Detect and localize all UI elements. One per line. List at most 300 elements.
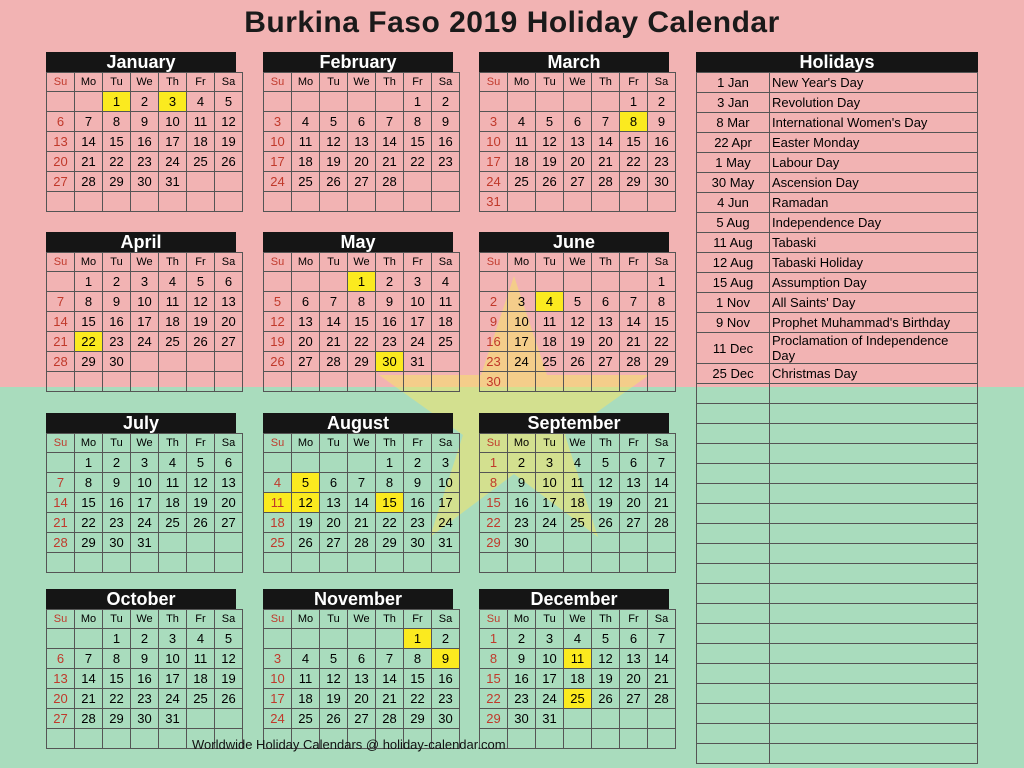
week-row (480, 272, 676, 292)
day-cell: 23 (432, 152, 460, 172)
week-row (47, 493, 243, 513)
weekday-header: Th (376, 73, 404, 92)
day-cell: 1 (75, 453, 103, 473)
empty-cell (697, 384, 770, 404)
empty-cell (536, 272, 564, 292)
weekday-header: Su (264, 610, 292, 629)
holiday-date: 11 Dec (697, 333, 770, 364)
weekday-header: Su (264, 434, 292, 453)
empty-cell (75, 629, 103, 649)
holiday-name: Ascension Day (770, 173, 978, 193)
day-cell: 22 (480, 689, 508, 709)
weekday-header: Su (47, 253, 75, 272)
weekday-header: Fr (620, 253, 648, 272)
month-grid (46, 433, 243, 573)
month-grid (46, 252, 243, 392)
day-cell: 2 (404, 453, 432, 473)
day-cell: 25 (508, 172, 536, 192)
day-cell: 22 (620, 152, 648, 172)
day-cell: 7 (47, 473, 75, 493)
weekday-header: Tu (536, 434, 564, 453)
month-grid (479, 609, 676, 749)
weekday-header: Sa (648, 253, 676, 272)
empty-cell (47, 192, 75, 212)
day-cell: 15 (480, 493, 508, 513)
empty-cell (620, 192, 648, 212)
empty-cell (75, 553, 103, 573)
month-june (479, 232, 669, 392)
empty-holiday-row (697, 444, 978, 464)
day-cell: 5 (320, 649, 348, 669)
day-cell: 28 (376, 709, 404, 729)
day-cell: 7 (620, 292, 648, 312)
weekday-header: Mo (508, 434, 536, 453)
weekday-header: Sa (648, 73, 676, 92)
empty-cell (75, 192, 103, 212)
day-cell: 10 (536, 649, 564, 669)
day-cell: 27 (47, 709, 75, 729)
weekday-header: Sa (432, 434, 460, 453)
day-cell: 13 (620, 649, 648, 669)
empty-holiday-row (697, 404, 978, 424)
week-row (264, 172, 460, 192)
week-row (480, 669, 676, 689)
holiday-row (697, 233, 978, 253)
day-cell: 14 (648, 473, 676, 493)
day-cell: 3 (536, 629, 564, 649)
weekday-header: Mo (75, 610, 103, 629)
empty-holiday-row (697, 504, 978, 524)
day-cell: 26 (187, 332, 215, 352)
day-cell: 7 (648, 629, 676, 649)
holiday-date: 25 Dec (697, 364, 770, 384)
day-cell: 9 (404, 473, 432, 493)
day-cell: 22 (404, 152, 432, 172)
day-cell: 5 (320, 112, 348, 132)
week-row (47, 152, 243, 172)
day-cell: 9 (103, 473, 131, 493)
empty-cell (376, 192, 404, 212)
day-cell: 22 (103, 152, 131, 172)
day-cell: 9 (131, 649, 159, 669)
day-cell: 29 (376, 533, 404, 553)
week-row (480, 92, 676, 112)
day-cell: 9 (648, 112, 676, 132)
day-cell: 26 (592, 689, 620, 709)
week-row (480, 152, 676, 172)
day-cell: 11 (292, 132, 320, 152)
day-cell: 16 (432, 669, 460, 689)
weekday-header: Fr (404, 610, 432, 629)
holiday-name: All Saints' Day (770, 293, 978, 313)
holiday-date: 11 Aug (697, 233, 770, 253)
day-cell: 24 (480, 172, 508, 192)
day-cell: 20 (47, 689, 75, 709)
week-row (47, 272, 243, 292)
holiday-row (697, 193, 978, 213)
empty-cell (215, 372, 243, 392)
day-cell: 20 (620, 493, 648, 513)
day-cell: 30 (508, 533, 536, 553)
day-cell: 25 (292, 172, 320, 192)
day-cell: 28 (320, 352, 348, 372)
empty-cell (770, 564, 978, 584)
empty-cell (697, 684, 770, 704)
weekday-header: Sa (648, 434, 676, 453)
empty-cell (770, 404, 978, 424)
day-cell: 14 (592, 132, 620, 152)
empty-cell (480, 272, 508, 292)
empty-cell (592, 533, 620, 553)
month-grid (46, 72, 243, 212)
day-cell: 16 (131, 669, 159, 689)
day-cell: 23 (131, 689, 159, 709)
weekday-header: We (131, 253, 159, 272)
day-cell: 1 (480, 629, 508, 649)
month-november (263, 589, 453, 749)
day-cell: 30 (131, 709, 159, 729)
empty-cell (47, 272, 75, 292)
weekday-header: Sa (648, 610, 676, 629)
day-cell: 23 (131, 152, 159, 172)
empty-cell (432, 172, 460, 192)
holiday-day-cell: 1 (348, 272, 376, 292)
day-cell: 23 (404, 513, 432, 533)
day-cell: 23 (103, 513, 131, 533)
day-cell: 13 (292, 312, 320, 332)
week-row (480, 352, 676, 372)
weekday-header: Tu (103, 253, 131, 272)
day-cell: 29 (404, 709, 432, 729)
day-cell: 7 (376, 112, 404, 132)
empty-holiday-row (697, 644, 978, 664)
day-cell: 17 (432, 493, 460, 513)
week-row (480, 709, 676, 729)
day-cell: 23 (432, 689, 460, 709)
weekday-header: We (564, 610, 592, 629)
holiday-date: 15 Aug (697, 273, 770, 293)
empty-cell (770, 584, 978, 604)
day-cell: 7 (592, 112, 620, 132)
month-april (46, 232, 236, 392)
day-cell: 20 (320, 513, 348, 533)
weekday-header: Sa (215, 73, 243, 92)
empty-cell (187, 172, 215, 192)
week-row (264, 372, 460, 392)
day-cell: 12 (536, 132, 564, 152)
week-row (47, 92, 243, 112)
day-cell: 27 (47, 172, 75, 192)
day-cell: 22 (480, 513, 508, 533)
day-cell: 3 (159, 629, 187, 649)
day-cell: 22 (103, 689, 131, 709)
day-cell: 11 (187, 112, 215, 132)
holiday-row (697, 333, 978, 364)
empty-holiday-row (697, 624, 978, 644)
empty-cell (215, 352, 243, 372)
day-cell: 16 (404, 493, 432, 513)
empty-cell (47, 453, 75, 473)
empty-cell (770, 724, 978, 744)
week-row (47, 312, 243, 332)
day-cell: 14 (348, 493, 376, 513)
day-cell: 17 (508, 332, 536, 352)
day-cell: 30 (432, 709, 460, 729)
week-row (264, 332, 460, 352)
empty-cell (508, 92, 536, 112)
day-cell: 26 (320, 709, 348, 729)
day-cell: 14 (648, 649, 676, 669)
day-cell: 16 (508, 669, 536, 689)
day-cell: 30 (404, 533, 432, 553)
day-cell: 25 (159, 332, 187, 352)
week-row (47, 553, 243, 573)
week-row (47, 649, 243, 669)
day-cell: 27 (320, 533, 348, 553)
day-cell: 23 (480, 352, 508, 372)
weekday-header: Sa (432, 253, 460, 272)
empty-cell (697, 424, 770, 444)
holiday-name: Tabaski (770, 233, 978, 253)
week-row (47, 669, 243, 689)
day-cell: 11 (159, 473, 187, 493)
weekday-header: Tu (536, 610, 564, 629)
empty-cell (264, 453, 292, 473)
empty-cell (264, 92, 292, 112)
empty-cell (348, 629, 376, 649)
holidays-table (696, 72, 978, 764)
day-cell: 8 (404, 112, 432, 132)
month-title: October (46, 589, 236, 609)
day-cell: 24 (131, 513, 159, 533)
day-cell: 28 (648, 689, 676, 709)
day-cell: 12 (320, 132, 348, 152)
holiday-day-cell: 9 (432, 649, 460, 669)
week-row (47, 332, 243, 352)
day-cell: 20 (348, 689, 376, 709)
empty-cell (348, 553, 376, 573)
weekday-header: Su (47, 610, 75, 629)
week-row (47, 533, 243, 553)
month-title: February (263, 52, 453, 72)
empty-cell (697, 484, 770, 504)
weekday-header: Tu (103, 434, 131, 453)
empty-cell (159, 553, 187, 573)
day-cell: 28 (620, 352, 648, 372)
empty-cell (215, 192, 243, 212)
holiday-row (697, 153, 978, 173)
day-cell: 21 (592, 152, 620, 172)
day-cell: 3 (131, 453, 159, 473)
day-cell: 28 (75, 709, 103, 729)
day-cell: 21 (47, 513, 75, 533)
holiday-row (697, 213, 978, 233)
day-cell: 15 (480, 669, 508, 689)
weekday-header: Mo (292, 610, 320, 629)
holiday-name: Ramadan (770, 193, 978, 213)
empty-cell (697, 524, 770, 544)
holidays-title: Holidays (696, 52, 978, 72)
week-row (47, 132, 243, 152)
weekday-header: Su (47, 73, 75, 92)
empty-cell (697, 664, 770, 684)
day-cell: 19 (215, 669, 243, 689)
empty-cell (103, 192, 131, 212)
day-cell: 16 (131, 132, 159, 152)
day-cell: 3 (404, 272, 432, 292)
day-cell: 18 (159, 312, 187, 332)
day-cell: 24 (404, 332, 432, 352)
month-grid (46, 609, 243, 749)
weekday-header: Mo (75, 73, 103, 92)
day-cell: 15 (103, 132, 131, 152)
day-cell: 14 (376, 669, 404, 689)
day-cell: 10 (159, 112, 187, 132)
weekday-header: Mo (75, 434, 103, 453)
empty-cell (770, 624, 978, 644)
empty-cell (770, 504, 978, 524)
weekday-header: Fr (187, 610, 215, 629)
weekday-header: Fr (187, 73, 215, 92)
day-cell: 7 (75, 112, 103, 132)
weekday-header: Su (264, 253, 292, 272)
day-cell: 12 (264, 312, 292, 332)
empty-cell (697, 624, 770, 644)
empty-cell (376, 553, 404, 573)
month-grid (479, 433, 676, 573)
day-cell: 13 (592, 312, 620, 332)
day-cell: 2 (508, 453, 536, 473)
day-cell: 11 (564, 473, 592, 493)
day-cell: 25 (536, 352, 564, 372)
day-cell: 5 (187, 453, 215, 473)
month-grid (263, 252, 460, 392)
day-cell: 23 (508, 513, 536, 533)
day-cell: 17 (131, 312, 159, 332)
empty-cell (320, 92, 348, 112)
day-cell: 15 (620, 132, 648, 152)
day-cell: 20 (620, 669, 648, 689)
empty-cell (770, 664, 978, 684)
day-cell: 3 (264, 112, 292, 132)
day-cell: 25 (292, 709, 320, 729)
empty-cell (103, 553, 131, 573)
day-cell: 22 (348, 332, 376, 352)
holiday-row (697, 173, 978, 193)
holiday-row (697, 364, 978, 384)
day-cell: 3 (432, 453, 460, 473)
day-cell: 13 (320, 493, 348, 513)
week-row (264, 92, 460, 112)
day-cell: 24 (159, 689, 187, 709)
day-cell: 1 (404, 92, 432, 112)
day-cell: 8 (103, 649, 131, 669)
empty-cell (159, 729, 187, 749)
day-cell: 28 (592, 172, 620, 192)
weekday-header: Mo (292, 253, 320, 272)
weekday-header: Tu (320, 73, 348, 92)
empty-cell (770, 444, 978, 464)
empty-holiday-row (697, 424, 978, 444)
day-cell: 27 (564, 172, 592, 192)
week-row (480, 372, 676, 392)
weekday-header: Mo (292, 434, 320, 453)
day-cell: 24 (508, 352, 536, 372)
day-cell: 25 (187, 689, 215, 709)
day-cell: 20 (292, 332, 320, 352)
day-cell: 18 (564, 493, 592, 513)
weekday-header: We (348, 253, 376, 272)
day-cell: 12 (215, 112, 243, 132)
week-row (264, 112, 460, 132)
week-row (264, 152, 460, 172)
empty-cell (348, 453, 376, 473)
holiday-name: Easter Monday (770, 133, 978, 153)
day-cell: 10 (536, 473, 564, 493)
empty-cell (770, 744, 978, 764)
holiday-name: Assumption Day (770, 273, 978, 293)
empty-cell (508, 553, 536, 573)
day-cell: 12 (320, 669, 348, 689)
day-cell: 2 (480, 292, 508, 312)
week-row (264, 192, 460, 212)
day-cell: 31 (404, 352, 432, 372)
empty-holiday-row (697, 584, 978, 604)
month-march (479, 52, 669, 212)
empty-cell (648, 553, 676, 573)
empty-cell (648, 533, 676, 553)
day-cell: 19 (264, 332, 292, 352)
empty-cell (770, 604, 978, 624)
day-cell: 12 (592, 649, 620, 669)
weekday-header: Mo (75, 253, 103, 272)
week-row (47, 372, 243, 392)
empty-cell (404, 192, 432, 212)
day-cell: 31 (480, 192, 508, 212)
weekday-header: Tu (320, 434, 348, 453)
week-row (47, 352, 243, 372)
empty-cell (432, 352, 460, 372)
day-cell: 16 (648, 132, 676, 152)
holiday-day-cell: 11 (564, 649, 592, 669)
holiday-date: 12 Aug (697, 253, 770, 273)
day-cell: 30 (508, 709, 536, 729)
day-cell: 4 (159, 453, 187, 473)
empty-holiday-row (697, 704, 978, 724)
empty-cell (320, 453, 348, 473)
day-cell: 3 (536, 453, 564, 473)
empty-cell (592, 709, 620, 729)
empty-cell (432, 553, 460, 573)
day-cell: 17 (131, 493, 159, 513)
month-title: September (479, 413, 669, 433)
day-cell: 4 (187, 92, 215, 112)
day-cell: 13 (348, 669, 376, 689)
day-cell: 25 (564, 513, 592, 533)
day-cell: 19 (592, 493, 620, 513)
empty-cell (131, 553, 159, 573)
day-cell: 22 (404, 689, 432, 709)
day-cell: 5 (592, 453, 620, 473)
week-row (480, 629, 676, 649)
empty-cell (320, 629, 348, 649)
day-cell: 6 (292, 292, 320, 312)
holiday-date: 9 Nov (697, 313, 770, 333)
day-cell: 5 (536, 112, 564, 132)
weekday-header: Tu (320, 610, 348, 629)
day-cell: 28 (47, 533, 75, 553)
weekday-header: Sa (215, 610, 243, 629)
